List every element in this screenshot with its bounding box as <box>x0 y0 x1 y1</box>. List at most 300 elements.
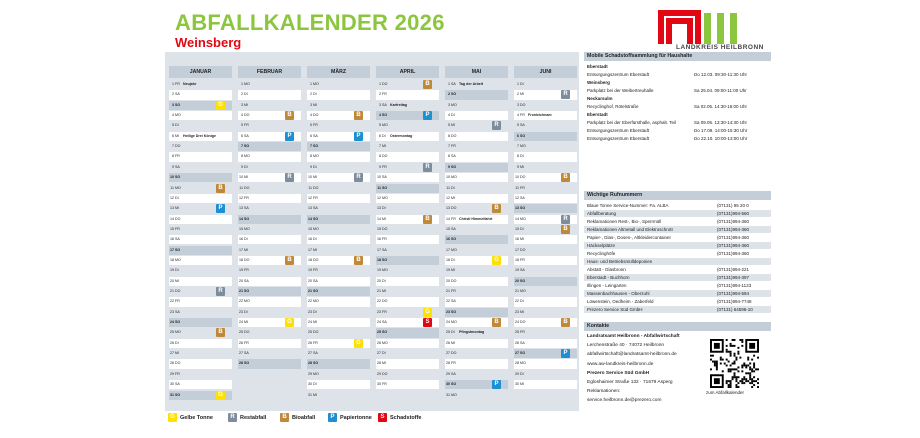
day-number: 9 <box>241 164 243 169</box>
day-row <box>169 256 232 265</box>
legend-badge: G <box>168 413 177 422</box>
phone-number[interactable]: (07131)994-360 <box>717 235 750 240</box>
day-number: 8 <box>517 154 519 159</box>
day-number: 17 <box>239 247 243 252</box>
day-row <box>445 90 508 99</box>
day-row <box>445 194 508 203</box>
weekday-label: DO <box>520 320 526 325</box>
weekday-label: MO <box>313 154 319 159</box>
weekday-label: DO <box>175 361 181 366</box>
weekday-label: SA <box>382 247 387 252</box>
location-label: Neckarsulm <box>587 96 613 101</box>
phone-row <box>584 266 771 273</box>
day-row <box>445 173 508 182</box>
day-number: 25 <box>170 330 174 335</box>
day-number: 7 <box>310 144 312 149</box>
weekday-label: MO <box>382 195 388 200</box>
weekday-label: FR <box>175 226 180 231</box>
day-number: 11 <box>239 185 243 190</box>
weekday-label: SO <box>451 382 457 387</box>
day-row <box>445 266 508 275</box>
day-number: 21 <box>239 289 243 293</box>
month-column <box>510 52 577 411</box>
pickup-badge-R: R <box>285 173 294 182</box>
day-number: 15 <box>515 226 519 231</box>
legend-badge: R <box>228 413 237 422</box>
day-number: 17 <box>446 247 450 252</box>
weekday-label: SO <box>175 392 181 397</box>
contact-line: Egloshaimer Straße 132 · 71679 Asperg <box>587 380 673 385</box>
day-number: 10 <box>446 175 450 180</box>
phone-row <box>584 210 771 217</box>
pickup-badge-R: R <box>354 173 363 182</box>
day-number: 29 <box>377 371 381 376</box>
weekday-label: DI <box>451 113 455 118</box>
weekday-label: SA <box>244 206 249 211</box>
weekday-label: SO <box>175 320 181 325</box>
weekday-label: SO <box>382 185 388 190</box>
weekday-label: FR <box>244 123 249 128</box>
weekday-label: SO <box>451 309 457 314</box>
day-row <box>376 132 439 141</box>
legend-label: Schadstoffe <box>390 415 422 421</box>
day-number: 7 <box>172 144 174 149</box>
day-row <box>514 235 577 244</box>
weekday-label: MO <box>451 247 457 252</box>
day-row <box>376 142 439 151</box>
day-number: 17 <box>515 247 519 252</box>
pickup-badge-P: P <box>216 204 225 213</box>
day-row <box>238 339 301 348</box>
day-number: 21 <box>377 289 381 293</box>
pickup-badge-R: R <box>492 121 501 130</box>
weekday-label: MO <box>313 226 319 231</box>
weekday-label: FR <box>175 299 180 304</box>
day-row <box>169 235 232 244</box>
contact-line: Landratsamt Heilbronn - Abfallwirtschaft <box>587 334 680 339</box>
mobile-collection-row <box>584 71 771 78</box>
weekday-label: MO <box>244 299 250 304</box>
location-label: Recyclinghof, Rötelstraße <box>587 104 639 109</box>
day-row <box>376 349 439 358</box>
day-row <box>514 194 577 203</box>
weekday-label: DO <box>451 351 457 356</box>
contact-line[interactable]: service.heilbronn.de@prezero.com <box>587 398 662 404</box>
day-row <box>307 318 370 327</box>
month-header: JANUAR <box>169 66 232 78</box>
day-row <box>169 318 232 327</box>
day-number: 12 <box>377 195 381 200</box>
day-number: 22 <box>170 299 174 304</box>
weekday-label: MI <box>382 289 386 293</box>
phone-number[interactable]: (07131)994-7748 <box>717 299 752 304</box>
weekday-label: MO <box>451 320 457 325</box>
day-row <box>376 152 439 161</box>
weekday-label: SO <box>313 144 319 149</box>
day-number: 8 <box>379 154 381 159</box>
date-time-value: Do 17.09. 14:00-15:30 Uhr <box>694 128 748 133</box>
day-row <box>169 370 232 379</box>
day-row <box>514 308 577 317</box>
day-row <box>307 184 370 193</box>
phone-label: Illingen - Leingarten <box>587 283 627 288</box>
weekday-label: FR <box>244 268 249 273</box>
day-number: 5 <box>448 123 450 128</box>
day-number: 27 <box>515 351 519 356</box>
day-number: 26 <box>446 340 450 345</box>
weekday-label: MI <box>244 247 248 252</box>
day-row <box>238 297 301 306</box>
day-number: 7 <box>241 144 243 149</box>
day-row <box>169 297 232 306</box>
contact-line[interactable]: abfallwirtschaft@landratsamt-heilbronn.de <box>587 352 677 358</box>
phone-row <box>584 290 771 297</box>
day-row <box>169 152 232 161</box>
day-number: 7 <box>517 144 519 149</box>
weekday-label: DI <box>313 164 317 169</box>
phone-number[interactable]: (07131)994-221 <box>717 267 750 272</box>
weekday-label: MO <box>175 330 181 335</box>
day-row <box>238 277 301 286</box>
weekday-label: FR <box>313 268 318 273</box>
phone-number[interactable]: (07131)994-360 <box>717 227 750 232</box>
weekday-label: DI <box>244 237 248 242</box>
day-row <box>238 121 301 130</box>
pickup-badge-B: B <box>561 318 570 327</box>
weekday-label: DI <box>313 309 317 314</box>
day-row <box>514 380 577 389</box>
day-row <box>514 246 577 255</box>
pickup-badge-G: G <box>285 318 294 327</box>
mobile-collection-header: Mobile Schadstoffsammlung für Haushalte <box>584 52 771 61</box>
day-number: 16 <box>515 237 519 242</box>
weekday-label: FR <box>382 237 387 242</box>
weekday-label: MO <box>520 289 526 293</box>
day-row <box>238 194 301 203</box>
weekday-label: SA <box>175 309 180 314</box>
weekday-label: DO <box>382 226 388 231</box>
day-row <box>169 359 232 368</box>
location-label: Entsorgungszentrum Eberstadt <box>587 128 650 133</box>
day-number: 9 <box>172 164 174 169</box>
day-number: 1 <box>517 82 519 86</box>
weekday-label: SO <box>520 278 526 283</box>
day-row <box>169 380 232 389</box>
weekday-label: MO <box>244 82 250 86</box>
contact-line: Lerchenstraße 40 · 74072 Heilbronn <box>587 343 665 349</box>
day-row <box>376 173 439 182</box>
pickup-badge-R: R <box>561 215 570 224</box>
weekday-label: SA <box>520 195 525 200</box>
day-row <box>169 132 232 141</box>
weekday-label: DO <box>313 257 319 262</box>
day-row <box>514 142 577 151</box>
day-number: 13 <box>377 206 381 211</box>
weekday-label: FR <box>313 340 318 345</box>
weekday-label: SA <box>175 164 180 169</box>
phone-label: Blaue Tonne Service-Nummer: Fa. ALBA <box>587 203 669 208</box>
day-row <box>514 359 577 368</box>
weekday-label: FR <box>244 340 249 345</box>
day-number: 19 <box>515 268 519 273</box>
month-column <box>234 52 301 411</box>
weekday-label: MI <box>313 392 317 397</box>
pickup-badge-B: B <box>285 111 294 120</box>
day-row <box>307 142 370 151</box>
weekday-label: DI <box>520 371 524 376</box>
day-row <box>238 80 301 89</box>
weekday-label: SA <box>313 206 318 211</box>
phone-number[interactable]: (07131) 95 20 0 <box>717 203 749 208</box>
day-row <box>514 204 577 213</box>
phone-number[interactable]: (07131)994-560 <box>717 211 750 216</box>
weekday-label: MI <box>451 123 455 128</box>
day-row <box>307 80 370 89</box>
weekday-label: MO <box>382 268 388 273</box>
weekday-label: MI <box>382 144 386 149</box>
weekday-label: SO <box>313 289 319 293</box>
weekday-label: MO <box>175 185 181 190</box>
weekday-label: DI <box>175 123 179 128</box>
phone-number[interactable]: (07131)994-360 <box>717 251 750 256</box>
day-number: 18 <box>446 257 450 262</box>
weekday-label: FR <box>520 185 525 190</box>
day-number: 1 <box>172 82 174 86</box>
contacts-header: Kontakte <box>584 322 771 331</box>
phone-number[interactable]: (07131)994-360 <box>717 243 750 248</box>
day-number: 2 <box>448 92 450 97</box>
day-row <box>445 142 508 151</box>
holiday-label: Christi Himmelfahrt <box>459 216 493 221</box>
day-number: 12 <box>170 195 174 200</box>
day-number: 31 <box>170 392 174 397</box>
day-row <box>238 287 301 296</box>
weekday-label: DO <box>244 113 250 118</box>
day-number: 10 <box>239 175 243 180</box>
day-row <box>169 121 232 130</box>
weekday-label: SA <box>382 320 387 325</box>
weekday-label: DI <box>451 257 455 262</box>
legend-label: Bioabfall <box>292 415 316 421</box>
day-number: 5 <box>310 123 312 128</box>
day-row <box>445 184 508 193</box>
contact-line[interactable]: www.aw-landkreis-heilbronn.de <box>587 361 654 367</box>
weekday-label: MI <box>175 351 179 356</box>
weekday-label: DO <box>175 216 181 221</box>
day-number: 29 <box>515 371 519 376</box>
day-number: 27 <box>377 351 381 356</box>
day-number: 23 <box>446 309 450 314</box>
month-column <box>165 52 232 411</box>
day-number: 6 <box>448 133 450 138</box>
weekday-label: FR <box>175 154 180 159</box>
pickup-badge-B: B <box>216 184 225 193</box>
day-row <box>238 225 301 234</box>
day-row <box>169 308 232 317</box>
weekday-label: MO <box>520 361 526 366</box>
weekday-label: SO <box>520 133 526 138</box>
logo-text: LANDKREIS HEILBRONN <box>676 44 764 51</box>
day-number: 12 <box>446 195 450 200</box>
holiday-label: Tag der Arbeit <box>459 82 483 86</box>
day-number: 8 <box>448 154 450 159</box>
day-number: 6 <box>517 133 519 138</box>
day-row <box>307 235 370 244</box>
weekday-label: SA <box>382 102 387 107</box>
weekday-label: DI <box>175 340 179 345</box>
day-number: 16 <box>377 237 381 242</box>
day-number: 11 <box>515 185 519 190</box>
weekday-label: MI <box>313 102 317 107</box>
weekday-label: DO <box>382 299 388 304</box>
day-row <box>169 339 232 348</box>
mobile-collection-row <box>584 103 771 110</box>
weekday-label: DI <box>175 268 179 273</box>
weekday-label: DI <box>520 226 524 231</box>
mobile-collection-row <box>584 63 771 70</box>
day-number: 8 <box>310 154 312 159</box>
mobile-collection-row <box>584 95 771 102</box>
day-number: 21 <box>170 289 174 293</box>
day-row <box>169 163 232 172</box>
phone-number[interactable]: (07131)994-397 <box>717 275 750 280</box>
legend-label: Gelbe Tonne <box>180 415 213 421</box>
phone-number[interactable]: (07131) 64596-10 <box>717 307 753 312</box>
qr-code[interactable] <box>710 339 759 388</box>
day-number: 4 <box>379 113 381 118</box>
phone-label: Recyclinghöfe <box>587 251 616 256</box>
day-number: 10 <box>515 175 519 180</box>
pickup-badge-P: P <box>492 380 501 389</box>
weekday-label: DO <box>520 175 526 180</box>
day-number: 23 <box>308 309 312 314</box>
month-column <box>372 52 439 411</box>
phone-label: Abstatt - Glasbronn <box>587 267 626 272</box>
weekday-label: MO <box>451 175 457 180</box>
weekday-label: DI <box>244 309 248 314</box>
weekday-label: MI <box>313 320 317 325</box>
weekday-label: MI <box>520 164 524 169</box>
weekday-label: SA <box>520 340 525 345</box>
day-number: 24 <box>446 320 450 325</box>
day-number: 27 <box>446 351 450 356</box>
day-row <box>514 339 577 348</box>
weekday-label: MO <box>520 216 526 221</box>
day-row <box>169 349 232 358</box>
phone-row <box>584 298 771 305</box>
day-row <box>238 215 301 224</box>
weekday-label: DI <box>520 299 524 304</box>
pickup-badge-B: B <box>354 256 363 265</box>
day-number: 31 <box>446 392 450 397</box>
weekday-label: DI <box>520 82 524 86</box>
day-row <box>307 246 370 255</box>
location-label: Weinsberg <box>587 80 610 85</box>
phone-label: Massenbachhausen - Oberzuhl <box>587 291 650 296</box>
day-number: 4 <box>241 113 243 118</box>
weekday-label: MO <box>313 82 319 86</box>
contact-line: Reklamationen: <box>587 389 621 395</box>
day-number: 2 <box>241 92 243 97</box>
pickup-badge-P: P <box>423 111 432 120</box>
day-number: 11 <box>377 185 381 190</box>
phone-number[interactable]: (07131)994-1123 <box>717 283 752 288</box>
month-column <box>441 52 508 411</box>
phone-number[interactable]: (07131)994-594 <box>717 291 750 296</box>
phone-row <box>584 226 771 233</box>
day-number: 12 <box>239 195 243 200</box>
day-number: 26 <box>170 340 174 345</box>
day-number: 9 <box>310 164 312 169</box>
phone-number[interactable]: (07131)994-360 <box>717 219 750 224</box>
day-row <box>445 287 508 296</box>
day-number: 16 <box>239 237 243 242</box>
phone-label: Papier-, Glas-, Dosen-, Altkleidercontainer <box>587 235 672 240</box>
municipality-subtitle: Weinsberg <box>175 35 242 50</box>
weekday-label: DO <box>382 82 388 86</box>
location-label: Parkplatz bei der Weibertreuhalle <box>587 88 654 93</box>
day-number: 15 <box>446 226 450 231</box>
day-number: 20 <box>170 278 174 283</box>
day-number: 25 <box>515 330 519 335</box>
weekday-label: DI <box>313 237 317 242</box>
day-number: 3 <box>517 102 519 107</box>
weekday-label: MI <box>451 268 455 273</box>
day-number: 10 <box>170 175 174 180</box>
weekday-label: SA <box>313 278 318 283</box>
date-time-value: Sa 09.05. 13:30-14:30 Uhr <box>694 120 748 125</box>
day-number: 11 <box>170 185 174 190</box>
weekday-label: MI <box>175 206 179 211</box>
day-row <box>307 266 370 275</box>
day-number: 17 <box>377 247 381 252</box>
day-row <box>376 277 439 286</box>
day-row <box>307 163 370 172</box>
day-row <box>445 349 508 358</box>
holiday-label: Neujahr <box>183 82 197 86</box>
phone-row <box>584 218 771 225</box>
weekday-label: DO <box>451 278 457 283</box>
day-row <box>376 339 439 348</box>
day-row <box>169 142 232 151</box>
day-number: 13 <box>239 206 243 211</box>
day-row <box>445 391 508 400</box>
pickup-badge-G: G <box>354 339 363 348</box>
legend-label: Papiertonne <box>340 415 372 421</box>
phone-label: Abfallberatung <box>587 211 617 216</box>
day-row <box>238 235 301 244</box>
weekday-label: DO <box>313 185 319 190</box>
day-number: 16 <box>308 237 312 242</box>
day-number: 20 <box>515 278 519 283</box>
day-row <box>238 359 301 368</box>
location-label: Entsorgungszentrum Eberstadt <box>587 72 650 77</box>
day-row <box>376 328 439 337</box>
day-row <box>238 308 301 317</box>
day-number: 1 <box>310 82 312 86</box>
day-row <box>376 121 439 130</box>
day-row <box>445 225 508 234</box>
day-number: 4 <box>310 113 312 118</box>
day-row <box>445 215 508 224</box>
day-number: 28 <box>515 361 519 366</box>
day-number: 14 <box>377 216 381 221</box>
day-number: 20 <box>446 278 450 283</box>
mobile-collection-row <box>584 135 771 142</box>
weekday-label: SA <box>520 123 525 128</box>
phone-label: Häckselplätze <box>587 243 616 248</box>
month-header: APRIL <box>376 66 439 78</box>
